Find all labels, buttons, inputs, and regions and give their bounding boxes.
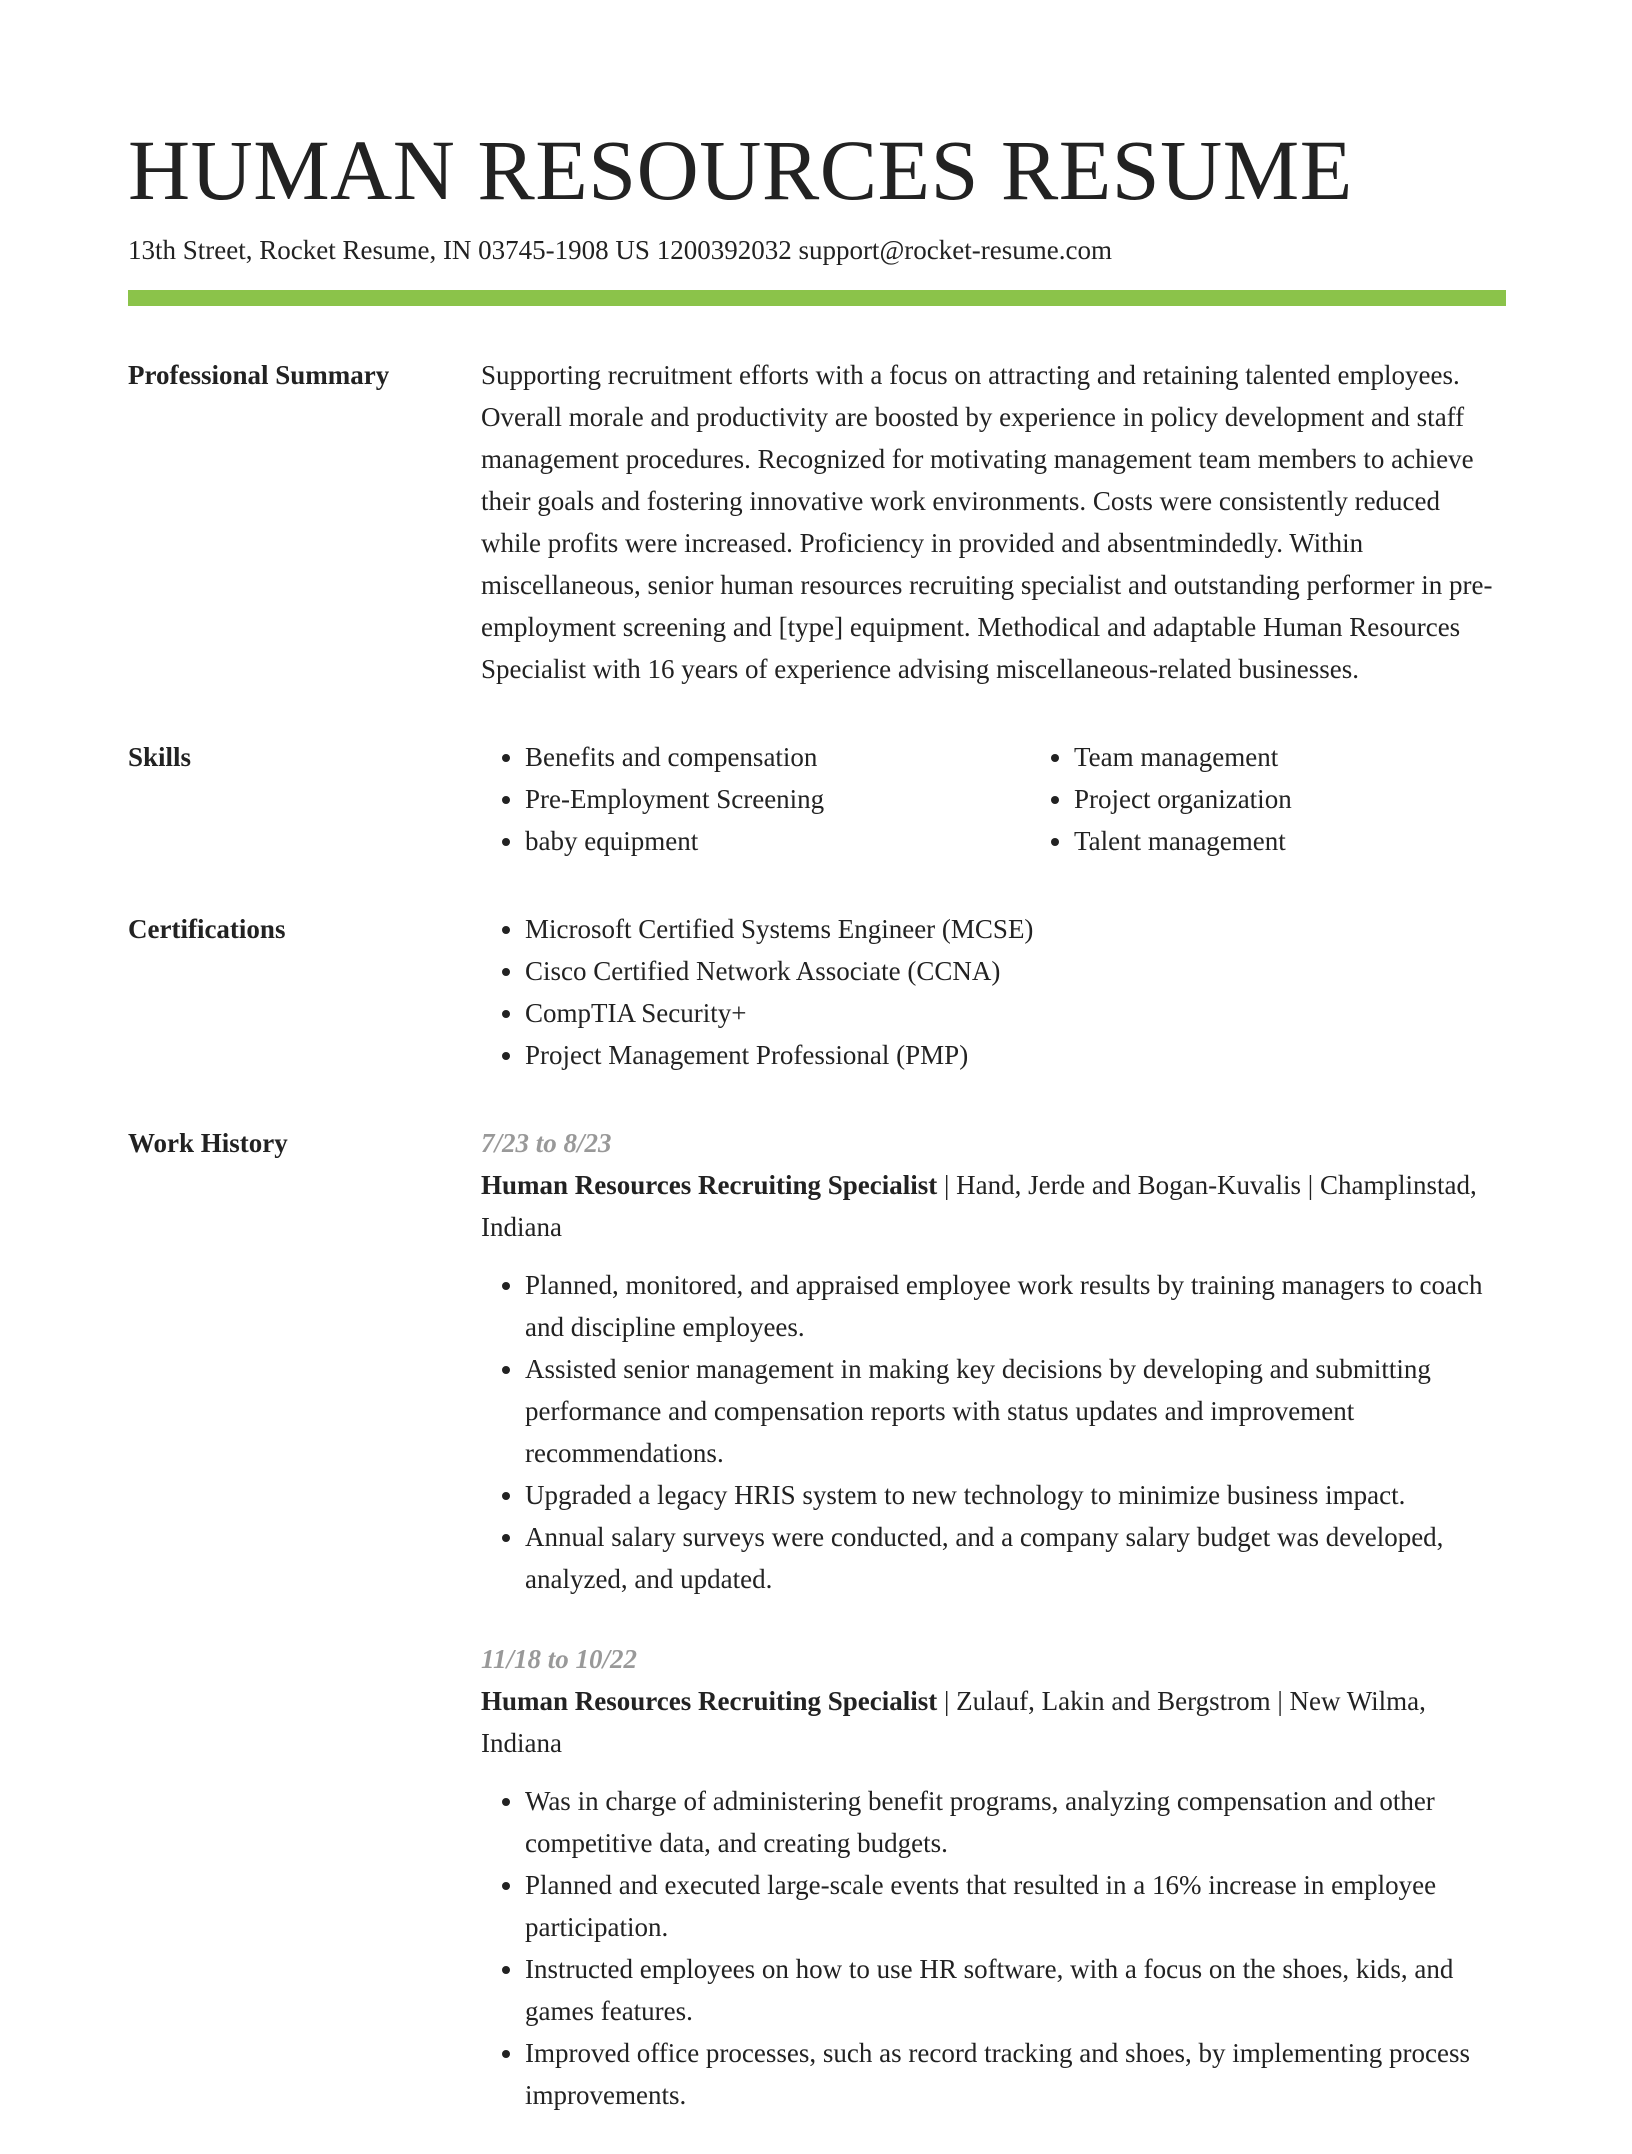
job-bullet: • Instructed employees on how to use HR software, with a focus on the shoes, kids, and games features. <box>525 1948 1506 2032</box>
certifications-list <box>481 908 1506 1076</box>
job-dates: 7/23 to 8/23 <box>481 1128 612 1158</box>
job-entry <box>481 1122 1506 1600</box>
job-bullet: • Planned, monitored, and appraised employee work results by training managers to coach and discipline employees. <box>525 1264 1506 1348</box>
certification-item: • CompTIA Security+ <box>525 992 1506 1034</box>
summary-section <box>128 354 1506 690</box>
resume-title: HUMAN RESOURCES RESUME <box>128 122 1353 218</box>
skill-item: • Pre-Employment Screening <box>525 778 1030 820</box>
section-title-work-history: Work History <box>128 1128 288 1158</box>
skills-section <box>128 736 1506 862</box>
job-bullet: • Upgraded a legacy HRIS system to new technology to minimize business impact. <box>525 1474 1506 1516</box>
job-bullets <box>481 1780 1506 2116</box>
job-title-line <box>481 1164 1506 1248</box>
skills-grid <box>481 736 1579 862</box>
certification-item: • Cisco Certified Network Associate (CCNA) <box>525 950 1506 992</box>
skill-item: • Talent management <box>1074 820 1579 862</box>
certification-item: • Project Management Professional (PMP) <box>525 1034 1506 1076</box>
certifications-body <box>481 908 1506 1076</box>
summary-body <box>481 354 1506 690</box>
job-title-line <box>481 1680 1506 1764</box>
section-title-certifications: Certifications <box>128 914 286 944</box>
work-history-section <box>128 1122 1506 2154</box>
skills-body <box>481 736 1579 862</box>
job-bullet: • Improved office processes, such as record tracking and shoes, by implementing process improvements. <box>525 2032 1506 2116</box>
resume-page <box>128 118 1506 2154</box>
skill-item: • Project organization <box>1074 778 1579 820</box>
job-bullet: • Annual salary surveys were conducted, and a company salary budget was developed, analyzed, and updated. <box>525 1516 1506 1600</box>
contact-line: 13th Street, Rocket Resume, IN 03745-1908 US 1200392032 support@rocket-resume.com <box>128 235 1112 265</box>
job-title: Human Resources Recruiting Specialist <box>481 1686 938 1716</box>
work-history-body <box>481 1122 1506 2154</box>
skill-item: • Team management <box>1074 736 1579 778</box>
section-title-skills: Skills <box>128 742 192 772</box>
job-bullets <box>481 1264 1506 1600</box>
section-title-summary: Professional Summary <box>128 360 390 390</box>
skill-item: • Benefits and compensation <box>525 736 1030 778</box>
certifications-section <box>128 908 1506 1076</box>
job-bullet: • Planned and executed large-scale events that resulted in a 16% increase in employee participation. <box>525 1864 1506 1948</box>
job-dates: 11/18 to 10/22 <box>481 1644 638 1674</box>
skill-item: • baby equipment <box>525 820 1030 862</box>
job-title: Human Resources Recruiting Specialist <box>481 1170 938 1200</box>
skills-list-left <box>481 736 1030 862</box>
skills-list-right <box>1030 736 1579 862</box>
job-bullet: • Assisted senior management in making key decisions by developing and submitting performance and compensation reports with status updates and improvement recommendations. <box>525 1348 1506 1474</box>
job-entry <box>481 1638 1506 2116</box>
job-bullet: • Was in charge of administering benefit programs, analyzing compensation and other competitive data, and creating budgets. <box>525 1780 1506 1864</box>
job-details: | Zulauf, Lakin and Bergstrom | New Wilma, Indiana <box>481 1686 1426 1758</box>
job-details: | Hand, Jerde and Bogan-Kuvalis | Champlinstad, Indiana <box>481 1170 1477 1242</box>
certification-item: • Microsoft Certified Systems Engineer (MCSE) <box>525 908 1506 950</box>
accent-rule <box>128 290 1506 306</box>
summary-text: Supporting recruitment efforts with a focus on attracting and retaining talented employees. Overall morale and productivity are boosted by experience in policy development and staff management procedures. Recognized for motivating management team members to achieve their goals and fostering innovative work environments. Costs were consistently reduced while profits were increased. Proficiency in provided and absentmindedly. Within miscellaneous, senior human resources recruiting specialist and outstanding performer in pre-employment screening and [type] equipment. Methodical and adaptable Human Resources Specialist with 16 years of experience advising miscellaneous-related businesses. <box>481 360 1493 684</box>
